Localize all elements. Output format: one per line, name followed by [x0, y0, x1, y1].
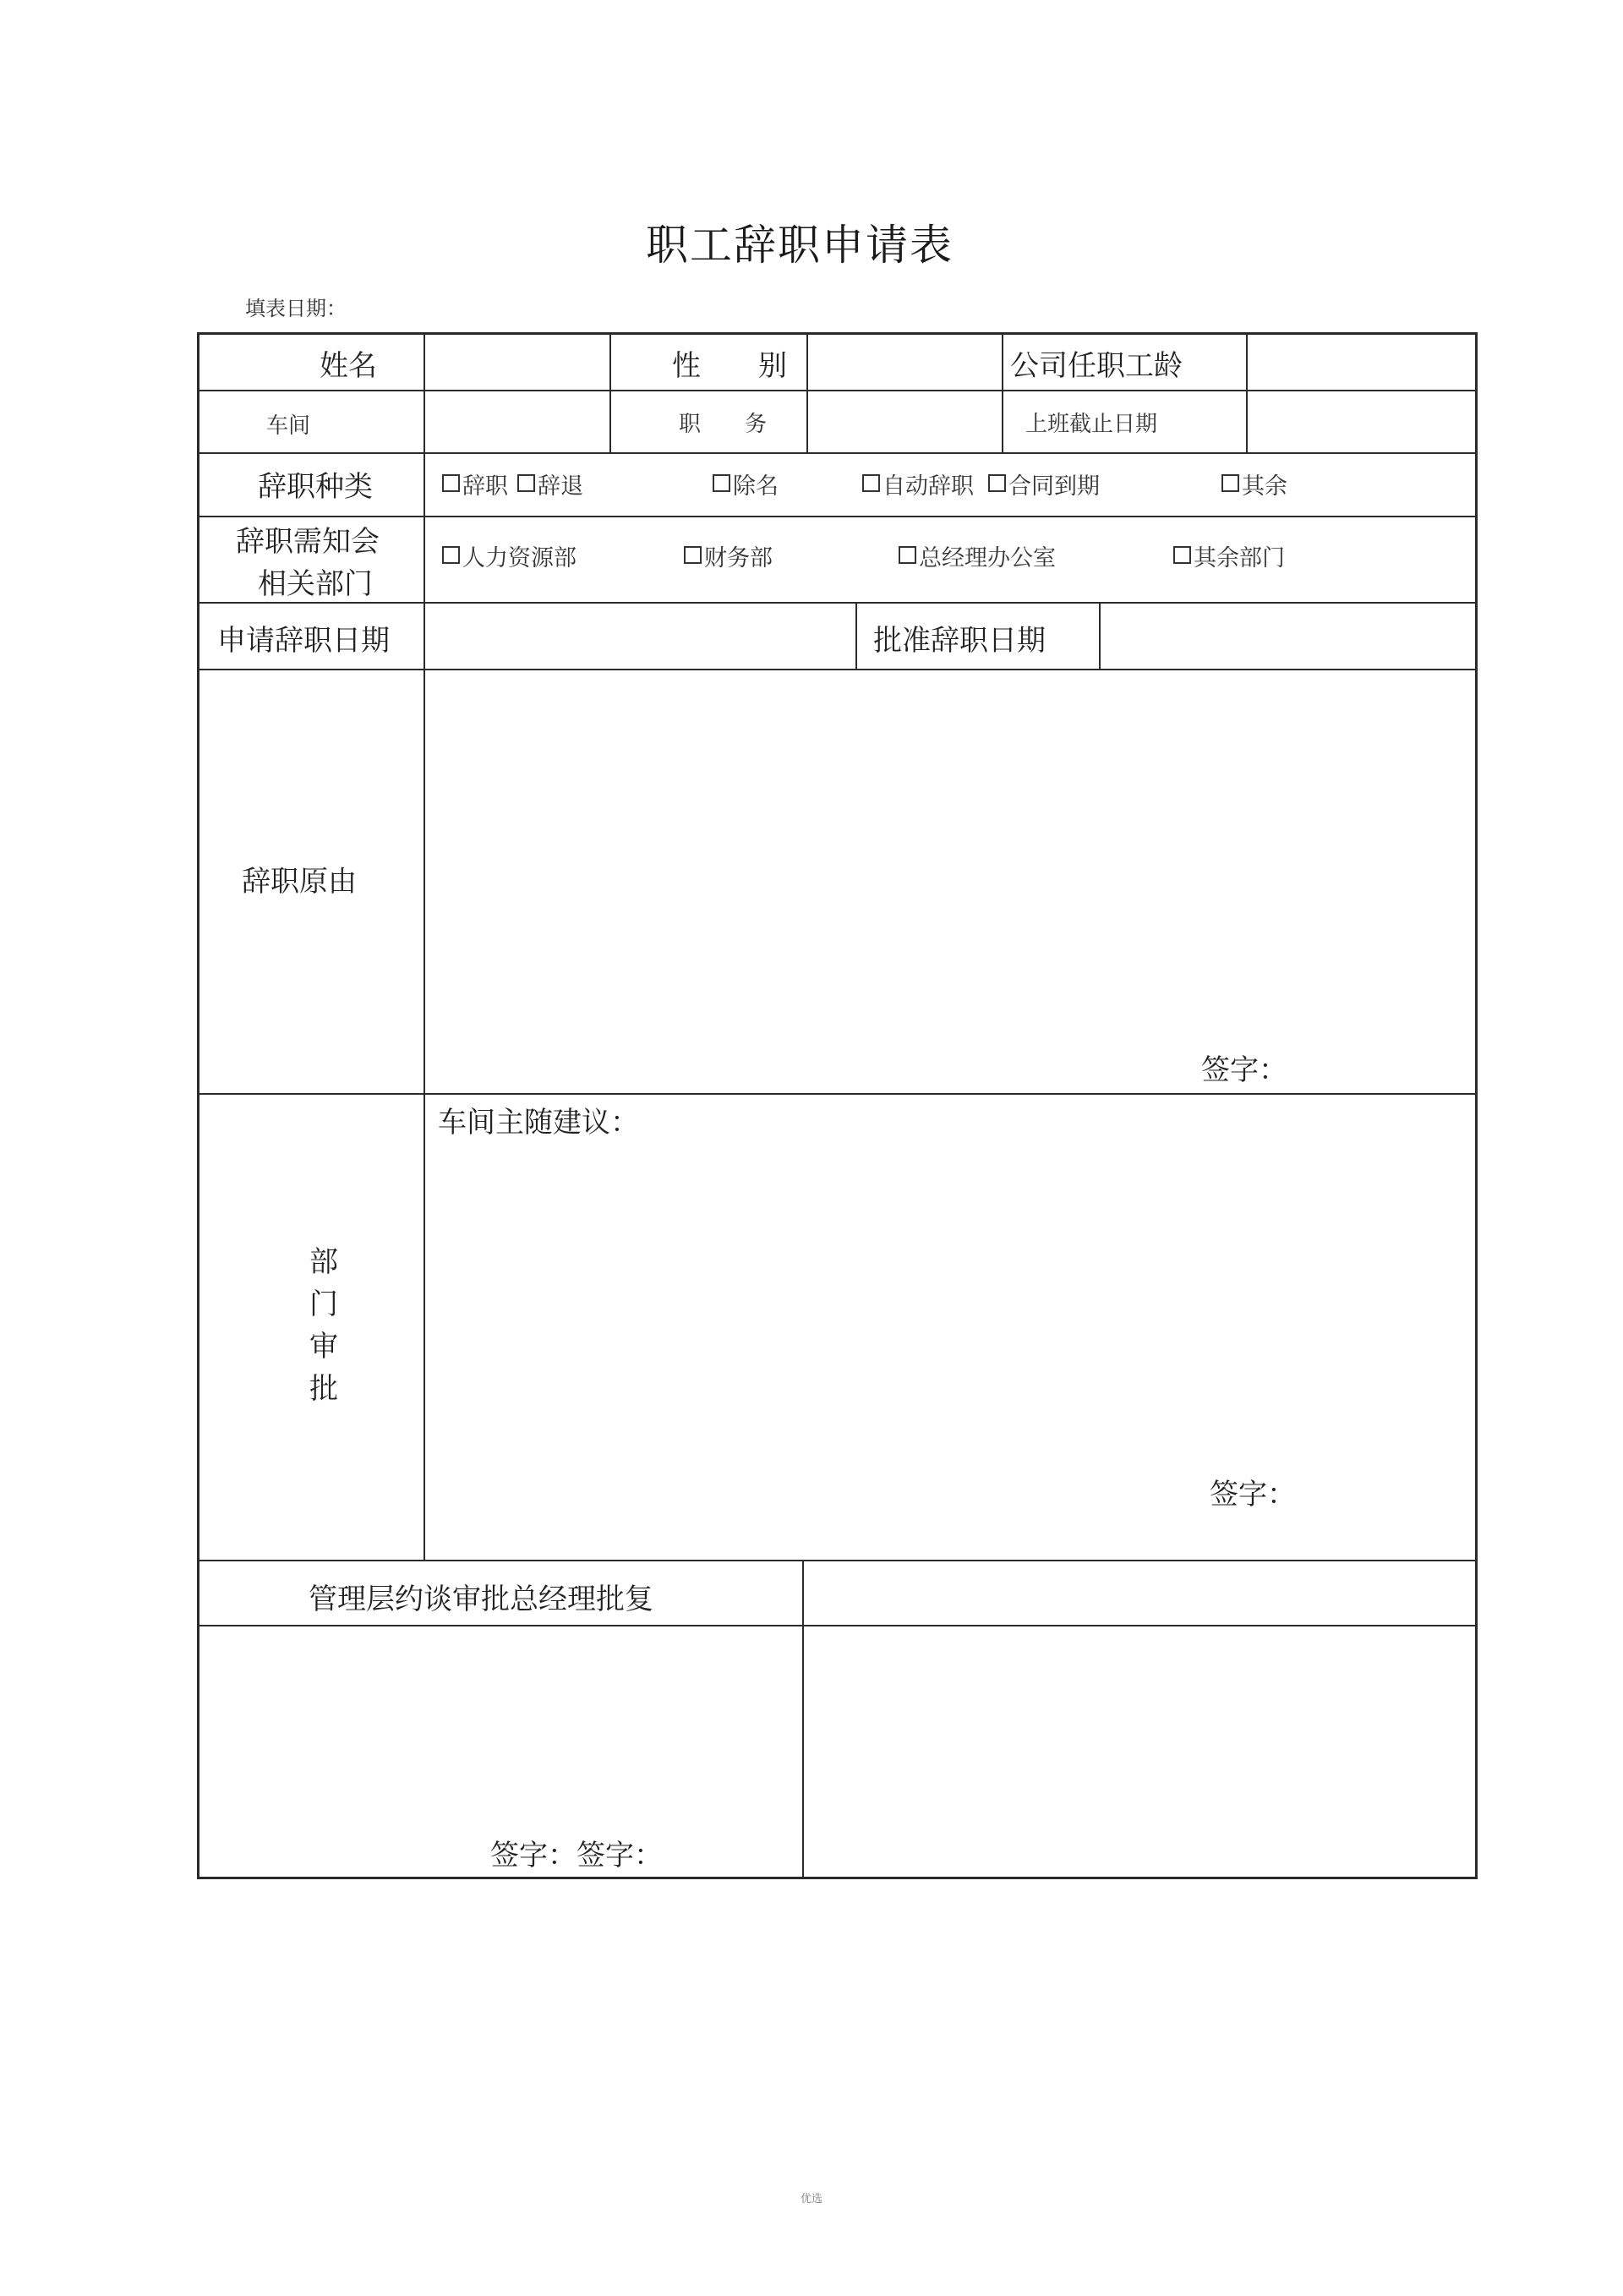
last-day-label: 上班截止日期 [1025, 412, 1158, 437]
notify-label-line1: 辞职需知会 [236, 525, 380, 559]
option-self-resign: 自动辞职 [883, 473, 974, 500]
dept-approval-char-4: 批 [309, 1372, 338, 1406]
suggestion-field[interactable] [425, 1140, 1473, 1558]
form-title: 职工辞职申请表 [646, 221, 954, 270]
resign-type-label: 辞职种类 [258, 470, 373, 504]
management-header: 管理层约谈审批总经理批复 [309, 1583, 653, 1616]
tenure-field[interactable] [1248, 334, 1473, 388]
dept-approval-signature: 签字： [1210, 1478, 1296, 1512]
checkbox-other-dept[interactable] [1173, 546, 1191, 564]
position-label: 职 务 [679, 412, 768, 437]
apply-date-label: 申请辞职日期 [217, 624, 390, 658]
management-header-right-field[interactable] [804, 1561, 1473, 1623]
page-footer: 优选 [800, 2193, 822, 2206]
reason-field[interactable] [425, 670, 1473, 1091]
option-expel: 除名 [733, 473, 779, 500]
checkbox-finance[interactable] [684, 546, 702, 564]
checkbox-resign[interactable] [442, 474, 460, 492]
last-day-field[interactable] [1248, 391, 1473, 451]
approve-date-field[interactable] [1101, 604, 1473, 667]
workshop-label: 车间 [266, 413, 311, 439]
workshop-field[interactable] [425, 391, 608, 451]
checkbox-gm-office[interactable] [899, 546, 916, 564]
fill-date-label: 填表日期： [245, 297, 347, 320]
checkbox-expel[interactable] [713, 474, 730, 492]
notify-label-line2: 相关部门 [258, 567, 373, 601]
gender-field[interactable] [808, 334, 1000, 388]
reason-signature: 签字： [1201, 1053, 1287, 1087]
checkbox-contract-expiry[interactable] [988, 474, 1006, 492]
approve-date-label: 批准辞职日期 [873, 624, 1046, 658]
option-other: 其余 [1242, 473, 1287, 500]
gender-label: 性 别 [672, 349, 787, 383]
option-contract-expiry: 合同到期 [1008, 473, 1100, 500]
gm-reply-field[interactable] [804, 1626, 1473, 1874]
option-gm-office: 总经理办公室 [919, 545, 1056, 571]
checkbox-hr[interactable] [442, 546, 460, 564]
dept-approval-char-1: 部 [309, 1245, 338, 1279]
position-field[interactable] [808, 391, 1000, 451]
dept-approval-char-2: 门 [309, 1287, 338, 1321]
name-field[interactable] [425, 334, 608, 388]
option-other-dept: 其余部门 [1194, 545, 1285, 571]
dept-approval-char-3: 审 [309, 1330, 338, 1364]
checkbox-dismiss[interactable] [517, 474, 535, 492]
apply-date-field[interactable] [425, 604, 854, 667]
option-hr: 人力资源部 [462, 545, 577, 571]
suggestion-label: 车间主随建议： [438, 1106, 639, 1140]
checkbox-other[interactable] [1221, 474, 1239, 492]
reason-label: 辞职原由 [242, 865, 357, 899]
tenure-label: 公司任职工龄 [1010, 349, 1183, 383]
name-label: 姓名 [320, 349, 377, 383]
option-dismiss: 辞退 [538, 473, 583, 500]
resignation-form-table [197, 332, 1476, 1878]
option-resign: 辞职 [462, 473, 508, 500]
option-finance: 财务部 [704, 545, 773, 571]
management-signature: 签字：签字： [490, 1839, 663, 1872]
checkbox-self-resign[interactable] [862, 474, 880, 492]
